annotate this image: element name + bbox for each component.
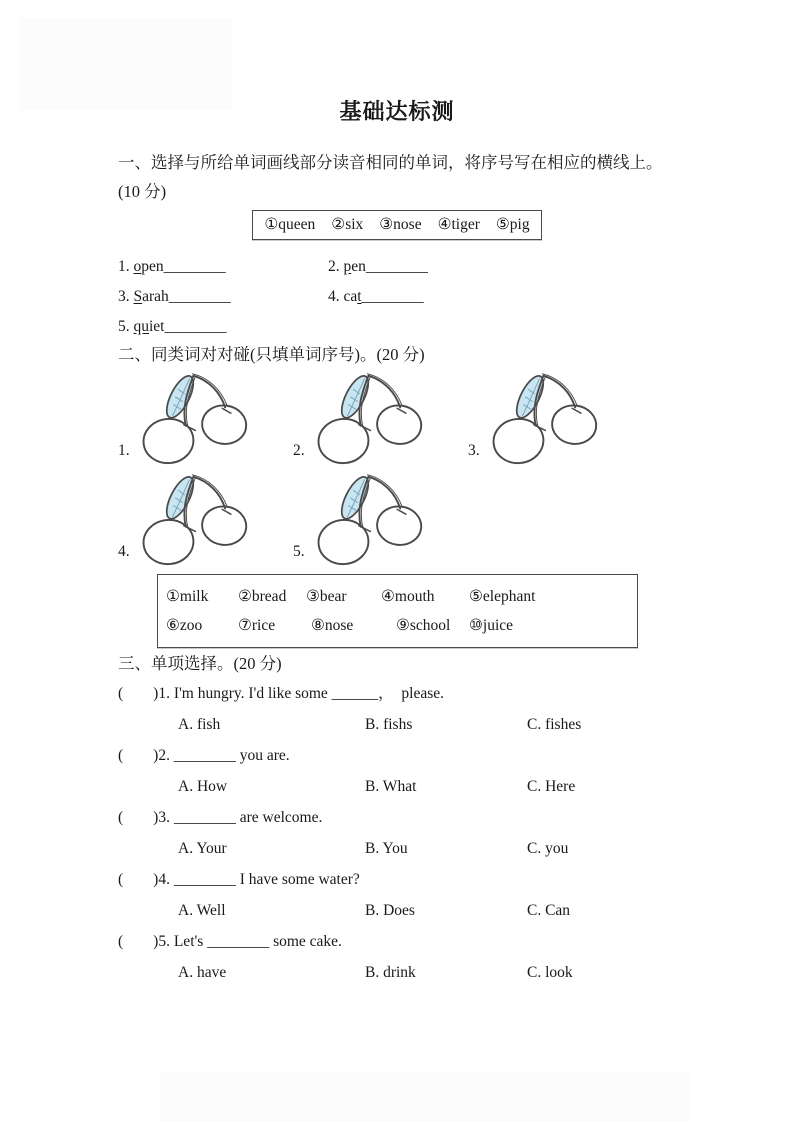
option-c: C. look bbox=[527, 964, 573, 981]
word-bank-item: ⑦rice bbox=[238, 617, 276, 634]
option-b: B. What bbox=[365, 778, 417, 795]
phonics-item: 4. cat________ bbox=[328, 288, 424, 305]
answer-blank[interactable]: ________ bbox=[164, 318, 227, 335]
option-b: B. You bbox=[365, 840, 408, 857]
figure-number: 2. bbox=[293, 442, 305, 459]
word-bank-item: ③nose bbox=[379, 216, 422, 233]
option-a: A. have bbox=[178, 964, 227, 981]
answer-paren: ) bbox=[153, 685, 159, 702]
cherry-pair-illustration bbox=[132, 469, 252, 567]
mcq-question bbox=[118, 802, 676, 833]
cherry-figure bbox=[118, 469, 293, 567]
option-b: B. fishs bbox=[365, 716, 413, 733]
figure-number: 4. bbox=[118, 543, 130, 560]
word-bank-item: ⑩juice bbox=[469, 617, 514, 634]
phonics-items bbox=[118, 252, 676, 342]
cherry-figures-row-1 bbox=[118, 368, 676, 466]
answer-paren[interactable]: ( bbox=[118, 933, 124, 950]
word-bank-item: ④tiger bbox=[437, 216, 480, 233]
option-a: A. How bbox=[178, 778, 228, 795]
option-b: B. drink bbox=[365, 964, 416, 981]
mcq-options bbox=[118, 709, 676, 740]
word-bank-item: ⑧nose bbox=[311, 617, 354, 634]
cherry-leaf bbox=[161, 473, 198, 522]
option-c: C. Can bbox=[527, 902, 571, 919]
word-bank-item: ⑤elephant bbox=[469, 588, 536, 605]
answer-paren: ) bbox=[153, 747, 159, 764]
cherry-leaf bbox=[336, 372, 373, 421]
mcq-options bbox=[118, 833, 676, 864]
option-c: C. you bbox=[527, 840, 569, 857]
option-a: A. Your bbox=[178, 840, 227, 857]
answer-paren: ) bbox=[153, 933, 159, 950]
figure-number: 5. bbox=[293, 543, 305, 560]
answer-paren[interactable]: ( bbox=[118, 809, 124, 826]
option-b: B. Does bbox=[365, 902, 415, 919]
cherry-figure bbox=[293, 368, 468, 466]
cherry-figure bbox=[468, 368, 643, 466]
cherry-leaf bbox=[336, 473, 373, 522]
word-bank-item: ③bear bbox=[306, 588, 347, 605]
page-title: 基础达标测 bbox=[339, 99, 455, 124]
word-bank-item: ⑨school bbox=[396, 617, 451, 634]
word-bank-item: ①queen bbox=[264, 216, 316, 233]
cherry-figure bbox=[293, 469, 468, 567]
mcq-question bbox=[118, 926, 676, 957]
word-bank-1 bbox=[252, 210, 541, 240]
cherry-leaf bbox=[511, 372, 548, 421]
answer-paren: ) bbox=[153, 809, 159, 826]
answer-blank[interactable]: ________ bbox=[365, 258, 428, 275]
question-text: 2. ________ you are. bbox=[158, 747, 290, 764]
section2-heading: 二、同类词对对碰(只填单词序号)。(20 分) bbox=[118, 345, 425, 364]
phonics-item: 3. Sarah________ bbox=[118, 288, 231, 305]
cherry-leaf bbox=[161, 372, 198, 421]
section3-heading: 三、单项选择。(20 分) bbox=[118, 654, 282, 673]
question-text: 4. ________ I have some water? bbox=[158, 871, 360, 888]
answer-blank[interactable]: ________ bbox=[361, 288, 424, 305]
word-bank-item: ⑥zoo bbox=[166, 617, 203, 634]
word-bank-item: ②six bbox=[331, 216, 364, 233]
word-bank-2 bbox=[157, 574, 638, 648]
cherry-pair-illustration bbox=[132, 368, 252, 466]
mcq-question bbox=[118, 678, 676, 709]
figure-number: 3. bbox=[468, 442, 480, 459]
answer-paren[interactable]: ( bbox=[118, 871, 124, 888]
cherry-pair-illustration bbox=[482, 368, 602, 466]
mcq-question bbox=[118, 740, 676, 771]
mcq-options bbox=[118, 895, 676, 926]
answer-blank[interactable]: ________ bbox=[168, 288, 231, 305]
phonics-item: 1. open________ bbox=[118, 258, 226, 275]
section3 bbox=[118, 653, 676, 988]
phonics-item: 5. quiet________ bbox=[118, 318, 227, 335]
option-a: A. fish bbox=[178, 716, 221, 733]
mcq-question bbox=[118, 864, 676, 895]
word-bank-item: ⑤pig bbox=[495, 216, 530, 233]
option-a: A. Well bbox=[178, 902, 226, 919]
answer-paren[interactable]: ( bbox=[118, 685, 124, 702]
section1-heading: 一、选择与所给单词画线部分读音相同的单词，将序号写在相应的横线上。(10 分) bbox=[118, 153, 663, 201]
scan-artifact bbox=[160, 1072, 690, 1122]
cherry-pair-illustration bbox=[307, 469, 427, 567]
answer-paren: ) bbox=[153, 871, 159, 888]
cherry-figure bbox=[118, 368, 293, 466]
phonics-item: 2. pen________ bbox=[328, 258, 428, 275]
question-text: 3. ________ are welcome. bbox=[158, 809, 323, 826]
mcq-options bbox=[118, 957, 676, 988]
figure-number: 1. bbox=[118, 442, 130, 459]
word-bank-item: ④mouth bbox=[381, 588, 435, 605]
option-c: C. fishes bbox=[527, 716, 582, 733]
cherry-pair-illustration bbox=[307, 368, 427, 466]
word-bank-item: ②bread bbox=[238, 588, 287, 605]
word-bank-item: ①milk bbox=[166, 588, 209, 605]
answer-blank[interactable]: ________ bbox=[163, 258, 226, 275]
question-text: 5. Let's ________ some cake. bbox=[158, 933, 342, 950]
option-c: C. Here bbox=[527, 778, 576, 795]
mcq-options bbox=[118, 771, 676, 802]
cherry-figures-row-2 bbox=[118, 469, 676, 567]
question-text: 1. I'm hungry. I'd like some ______， please. bbox=[158, 685, 445, 702]
answer-paren[interactable]: ( bbox=[118, 747, 124, 764]
